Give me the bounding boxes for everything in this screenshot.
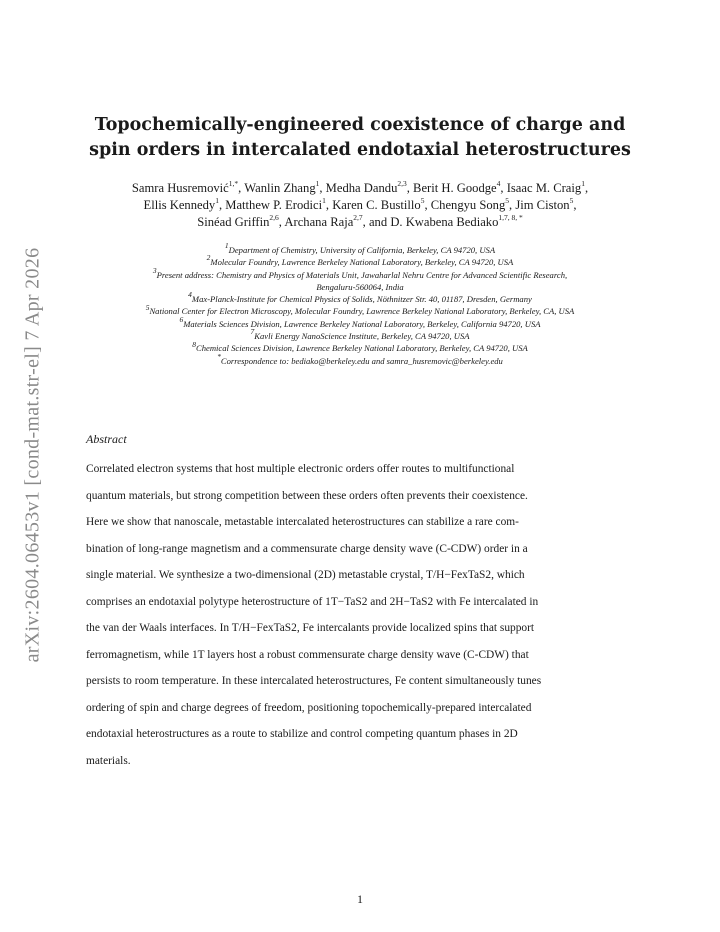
paper-title (80, 113, 640, 163)
abstract-body (86, 456, 636, 774)
author-list (70, 180, 650, 231)
author-affil-marker: 5 (420, 195, 425, 205)
affiliation-text: Department of Chemistry, University of California, Berkeley, CA 94720, USA (228, 245, 496, 255)
author-name: Samra Husremović (131, 181, 229, 195)
author-name: Chengyu Song (430, 198, 506, 212)
affiliation-item (70, 281, 650, 293)
author-name: Berit H. Goodge (413, 181, 497, 195)
affiliation-text: Correspondence to: bediako@berkeley.edu and samra_husremovic@berkeley.edu (220, 355, 503, 366)
author-affil-marker: 2,7 (353, 212, 363, 222)
author-name: Jim Ciston (515, 198, 570, 212)
affiliation-text: Chemical Sciences Division, Lawrence Berkeley National Laboratory, Berkeley, CA 94720, USA (196, 343, 528, 354)
author-affil-marker: 1 (322, 195, 326, 205)
author-affil-marker: 5 (569, 195, 574, 205)
affiliation-text: Kavli Energy NanoScience Institute, Berkeley, CA 94720, USA (254, 331, 470, 342)
author-separator: , (509, 198, 516, 212)
author-separator: , (319, 181, 326, 195)
abstract-line: bination of long-range magnetism and a commensurate charge density wave (C-CDW) order in a (86, 542, 528, 555)
author-line-3 (70, 214, 650, 231)
author-affil-marker: 2,6 (269, 212, 279, 222)
affiliation-item (70, 314, 650, 330)
arxiv-sidebar (18, 220, 48, 690)
affiliation-marker: * (217, 351, 221, 361)
author-name: Wanlin Zhang (244, 181, 316, 195)
affiliation-marker: 2 (206, 253, 211, 263)
affiliation-marker: 8 (192, 339, 196, 349)
author-affil-marker: 1 (215, 195, 219, 205)
author-separator: , (584, 181, 589, 195)
abstract-line: Here we show that nanoscale, metastable intercalated heterostructures can stabilize a rare com- (86, 516, 519, 528)
author-affil-marker: 1 (581, 178, 585, 188)
author-name: Sinéad Griffin (197, 215, 270, 229)
affiliation-item (70, 241, 650, 256)
affiliation-item (70, 339, 650, 354)
author-name: D. Kwabena Bediako (390, 215, 499, 229)
affiliation-text: Present address: Chemistry and Physics of Materials Unit, Jawaharlal Nehru Centre for Advanced Scientific Research, (156, 269, 568, 280)
abstract-line: ordering of spin and charge degrees of freedom, positioning topochemically-prepared intercalated (86, 701, 532, 714)
author-affil-marker: 5 (505, 195, 510, 205)
abstract-line: persists to room temperature. In these intercalated heterostructures, Fe content simultaneously tunes (86, 675, 542, 687)
page-number: 1 (357, 892, 363, 906)
affiliation-text: Bengaluru-560064, India (316, 281, 404, 292)
abstract-line: ferromagnetism, while 1T layers host a robust commensurate charge density wave (C-CDW) that (86, 648, 529, 661)
author-line-1 (70, 180, 650, 197)
affiliation-marker: 1 (224, 241, 229, 251)
affiliation-marker: 7 (250, 327, 255, 337)
affiliation-list (70, 241, 650, 367)
author-affil-marker: 1,7, 8, * (498, 212, 523, 222)
author-name: Karen C. Bustillo (332, 198, 421, 212)
affiliation-item (70, 302, 650, 317)
abstract-line: the van der Waals interfaces. In T/H−FexTaS2, Fe intercalants provide localized spins that support (86, 622, 535, 634)
affiliation-marker: 3 (152, 265, 157, 275)
affiliation-marker: 6 (179, 314, 184, 324)
arxiv-identifier: arXiv:2604.06453v1 [cond-mat.str-el] 7 Apr 2026 (21, 247, 44, 663)
author-affil-marker: 1 (315, 178, 320, 188)
author-name: Isaac M. Craig (506, 181, 582, 195)
author-separator: , (238, 181, 245, 195)
author-name: Archana Raja (284, 215, 354, 229)
abstract-line: endotaxial heterostructures as a route to stabilize and control competing quantum phases in 2D (86, 728, 518, 740)
abstract-heading: Abstract (86, 432, 127, 446)
affiliation-marker: 4 (188, 290, 192, 300)
title-line-2: spin orders in intercalated endotaxial heterostructures (89, 140, 631, 160)
abstract-line: Correlated electron systems that host multiple electronic orders offer routes to multifunctional (86, 463, 515, 475)
title-line-1: Topochemically-engineered coexistence of charge and (94, 115, 626, 135)
author-separator: , (573, 198, 577, 212)
author-separator: , (424, 198, 431, 212)
affiliation-text: Molecular Foundry, Lawrence Berkeley National Laboratory, Berkeley, CA 94720, USA (210, 257, 514, 268)
affiliation-item (70, 327, 650, 342)
author-separator: , (278, 215, 285, 229)
affiliation-item (70, 290, 650, 305)
author-separator: , (218, 198, 226, 212)
author-line-2 (70, 197, 650, 214)
affiliation-marker: 5 (145, 302, 150, 312)
author-name: Medha Dandu (325, 181, 398, 195)
author-name: Ellis Kennedy (143, 198, 216, 212)
author-separator: , (500, 181, 507, 195)
author-separator: , (325, 198, 333, 212)
abstract-line: comprises an endotaxial polytype heterostructure of 1T−TaS2 and 2H−TaS2 with Fe intercalated in (86, 595, 539, 608)
author-affil-marker: 1,* (228, 178, 239, 188)
affiliation-item (70, 253, 650, 268)
affiliation-text: Max-Planck-Institute for Chemical Physics of Solids, Nöthnitzer Str. 40, 01187, Dresden, Germany (191, 294, 532, 305)
affiliation-text: Materials Sciences Division, Lawrence Berkeley National Laboratory, Berkeley, California 94720, USA (183, 318, 541, 329)
author-affil-marker: 2,3 (397, 178, 407, 188)
affiliation-text: National Center for Electron Microscopy, Molecular Foundry, Lawrence Berkeley National Laboratory, Berkeley, CA, USA (149, 306, 575, 317)
author-separator: , (406, 181, 414, 195)
author-affil-marker: 4 (496, 178, 501, 188)
abstract-line: single material. We synthesize a two-dimensional (2D) metastable crystal, T/H−FexTaS2, which (86, 569, 525, 581)
author-separator: , and (362, 215, 391, 229)
affiliation-item (70, 351, 650, 367)
abstract-line: materials. (86, 754, 131, 767)
author-name: Matthew P. Erodici (225, 198, 323, 212)
abstract-line: quantum materials, but strong competition between these orders often prevents their coexistence. (86, 489, 528, 502)
affiliation-item (70, 265, 650, 281)
